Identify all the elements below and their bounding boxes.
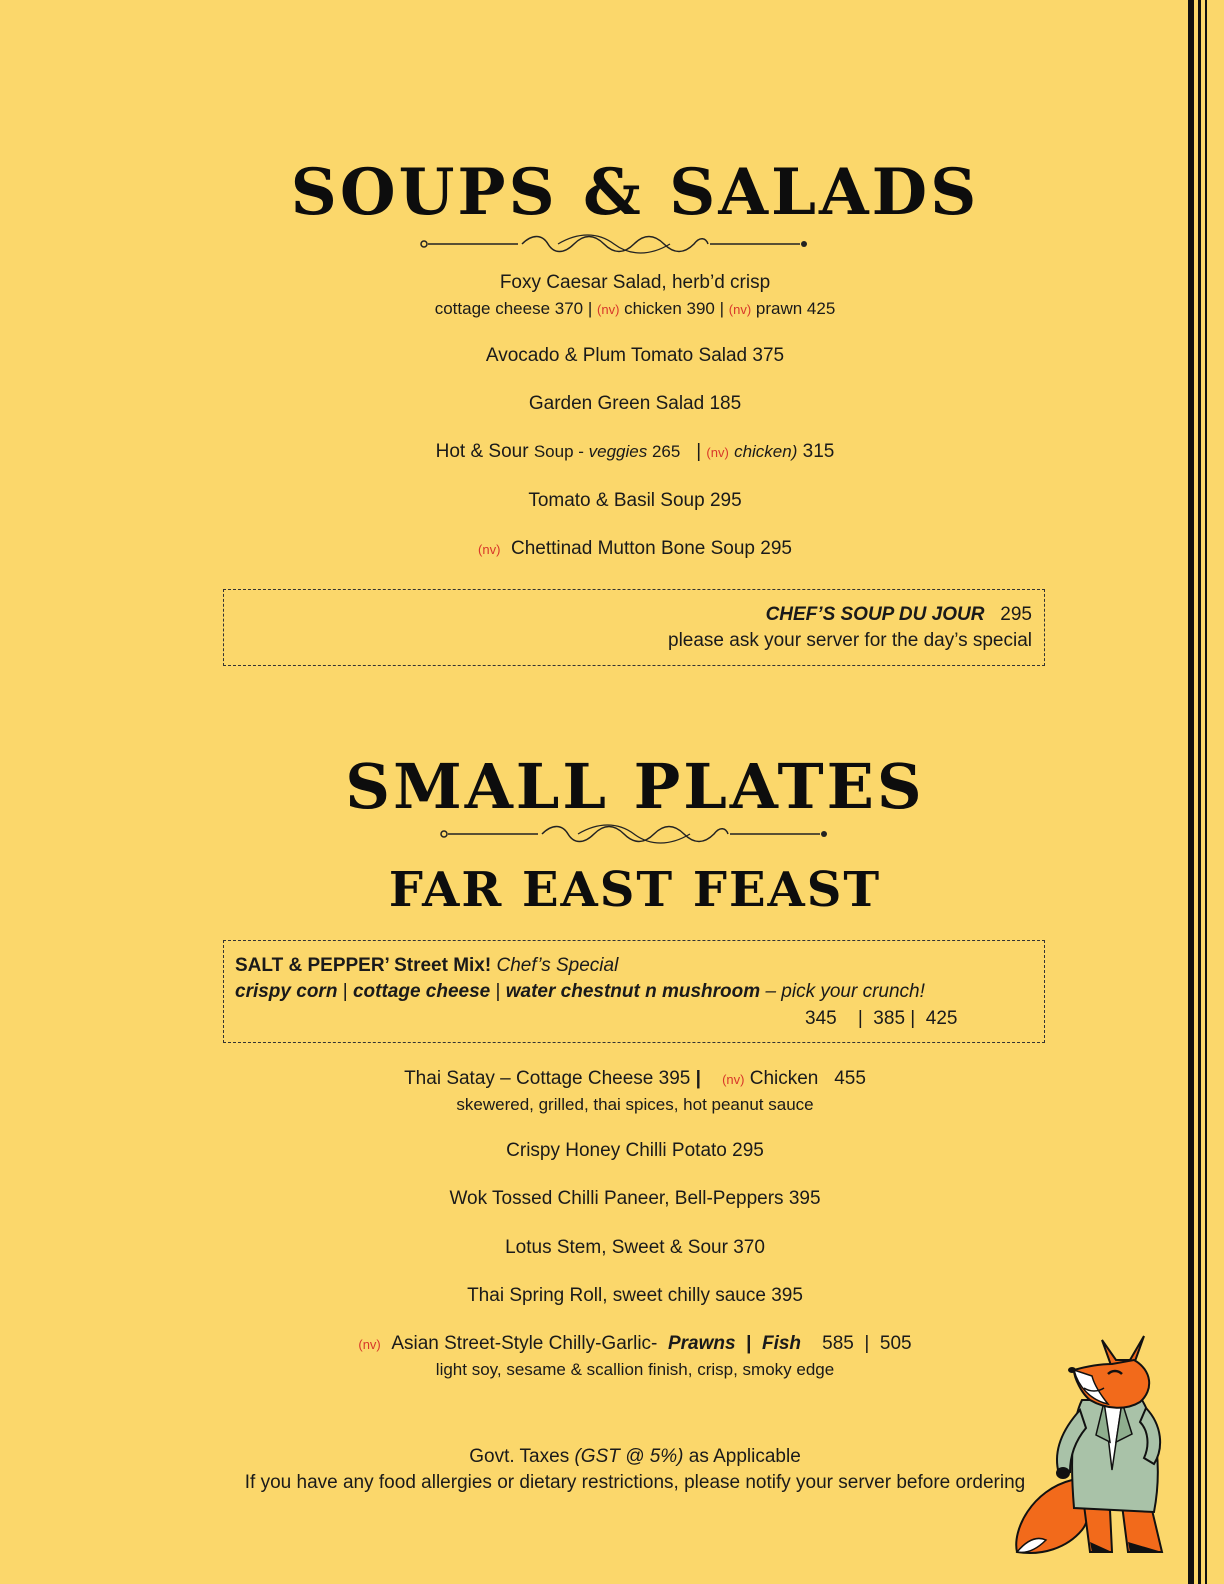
allergy-note: If you have any food allergies or dietary restrictions, please notify your server before ordering [244,1472,1026,1493]
menu-item: Crispy Honey Chilli Potato 295 [506,1140,764,1161]
option-crispy-corn: crispy corn [235,981,338,1002]
soup-du-jour-title: CHEF’S SOUP DU JOUR [765,604,985,625]
soups-salads-heading: SOUPS & SALADS [290,155,980,230]
menu-item: Avocado & Plum Tomato Salad 375 [485,345,785,366]
item-name: Chettinad Mutton Bone Soup 295 [510,538,792,559]
soup-du-jour-price: 295 [1000,604,1032,625]
menu-item: Wok Tossed Chilli Paneer, Bell-Peppers 395 [449,1188,821,1209]
item-name-cont: Soup - [533,442,589,461]
non-veg-tag: (nv) [597,302,620,317]
separator: | [342,981,348,1002]
street-mix-box [223,940,1045,1043]
item-name: Asian Street-Style Chilly-Garlic- [391,1333,663,1354]
non-veg-tag: (nv) [478,542,501,557]
small-plates-heading: SMALL PLATES [345,750,925,823]
item-description: light soy, sesame & scallion finish, crisp, smoky edge [435,1360,835,1379]
non-veg-tag: (nv) [722,1072,745,1087]
option-chicken: chicken 390 [624,299,715,318]
menu-item-hot-sour [0,441,1224,464]
menu-item-thai-satay [0,1068,1224,1091]
menu-item: Tomato & Basil Soup 295 [528,490,742,511]
ornamental-divider-icon [418,232,810,256]
fox-mascot-icon [1012,1330,1182,1560]
street-mix-title-row [235,955,618,977]
price: 265 [651,442,681,461]
item-description: skewered, grilled, thai spices, hot peanut sauce [456,1095,814,1114]
separator: | [746,1333,752,1354]
menu-item: Thai Spring Roll, sweet chilly sauce 395 [467,1285,803,1306]
menu-item-options [0,298,1224,321]
option-veggies: veggies [588,442,652,461]
separator: | [719,299,725,318]
separator: | [696,441,702,462]
option-water-chestnut: water chestnut n mushroom [505,981,761,1002]
option-chicken: chicken) [734,442,798,461]
separator: | [495,981,501,1002]
option-prawn: prawn 425 [755,299,836,318]
soup-du-jour-title-row [766,604,1032,626]
ornamental-divider-icon [438,822,830,846]
item-name: Hot & Sour [435,441,534,462]
option-cottage-cheese: cottage cheese 370 [434,299,584,318]
menu-item: Lotus Stem, Sweet & Sour 370 [505,1237,765,1258]
item-name: Thai Satay – Cottage Cheese 395 [404,1068,696,1089]
street-mix-title: SALT & PEPPER’ Street Mix! [235,955,492,976]
non-veg-tag: (nv) [728,302,752,317]
menu-item-mutton-soup [0,538,1224,561]
soup-du-jour-note: please ask your server for the day’s special [668,630,1032,651]
street-mix-options [235,981,925,1003]
price: 585 | 505 [822,1333,912,1354]
tax-text-end: as Applicable [683,1446,801,1467]
separator: | [587,299,593,318]
option-cottage-cheese: cottage cheese [352,981,491,1002]
menu-item: Garden Green Salad 185 [528,393,742,414]
tax-text: Govt. Taxes [469,1446,575,1467]
gst-text: (GST @ 5%) [574,1446,684,1467]
menu-item: Foxy Caesar Salad, herb’d crisp [499,272,771,293]
street-mix-prices: 345 | 385 | 425 [805,1008,958,1029]
street-mix-tagline: – pick your crunch! [765,981,925,1002]
option-chicken: Chicken 455 [749,1068,866,1089]
non-veg-tag: (nv) [358,1337,381,1352]
separator: | [695,1068,701,1089]
option-fish: Fish [761,1333,802,1354]
non-veg-tag: (nv) [706,445,729,460]
price: 315 [797,441,835,462]
soup-du-jour-box [223,589,1045,666]
chefs-special-tag: Chef’s Special [496,955,619,976]
far-east-feast-heading: FAR EAST FEAST [388,862,882,918]
option-prawns: Prawns [667,1333,736,1354]
